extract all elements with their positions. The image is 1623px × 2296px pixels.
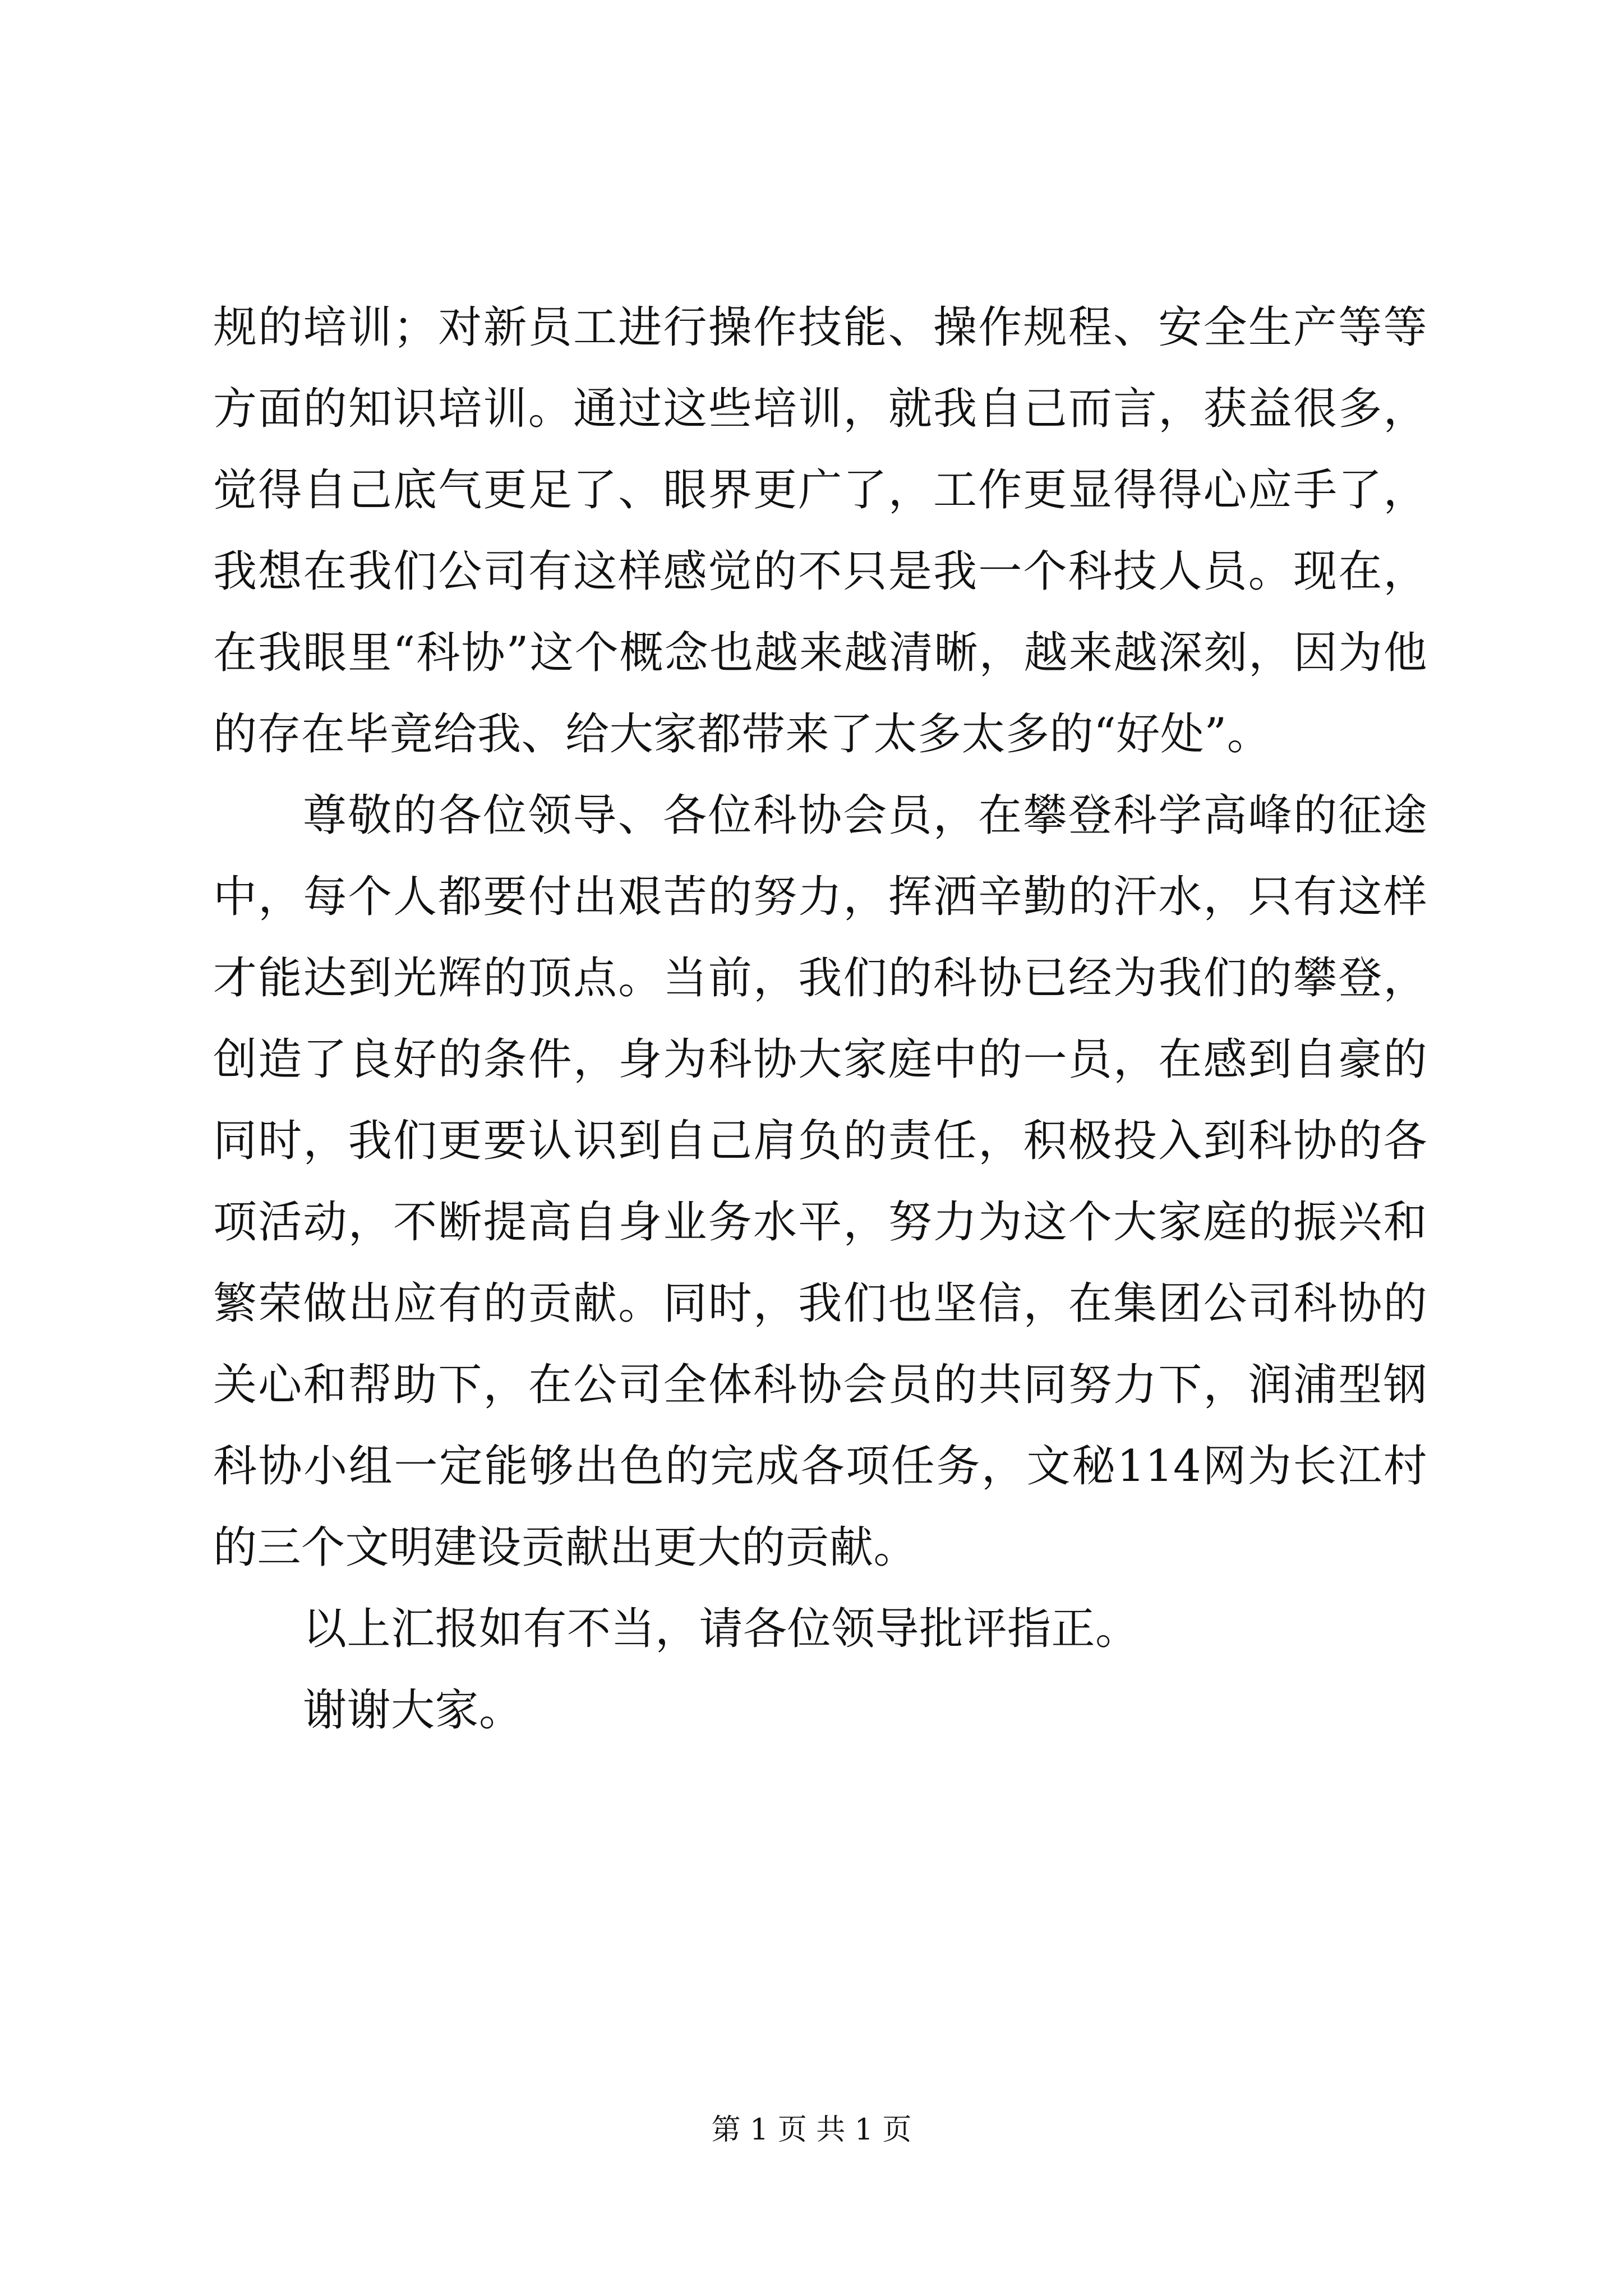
paragraph-request-correction: 以上汇报如有不当，请各位领导批评指正。 <box>303 1604 1140 1654</box>
paragraph-thanks: 谢谢大家。 <box>303 1685 523 1736</box>
paragraph-closing-remarks: 尊敬的各位领导、各位科协会员，在攀登科学高峰的征途中，每个人都要付出艰苦的努力，挥洒辛勤的汗水，只有这样才能达到光辉的顶点。当前，我们的科协已经为我们的攀登，创造了良好的条件，身为科协大家庭中的一员，在感到自豪的同时，我们更要认识到自己肩负的责任，积极投入到科协的各项活动，不断提高自身业务水平，努力为这个大家庭的振兴和繁荣做出应有的贡献。同时，我们也坚信，在集团公司科协的关心和帮助下，在公司全体科协会员的共同努力下，润浦型钢科协小组一定能够出色的完成各项任务，文秘114网为长江村的三个文明建设贡献出更大的贡献。 <box>213 790 1427 1573</box>
document-body <box>213 287 1427 1751</box>
paragraph-continuation: 规的培训；对新员工进行操作技能、操作规程、安全生产等等方面的知识培训。通过这些培训，就我自己而言，获益很多，觉得自己底气更足了、眼界更广了，工作更显得得心应手了，我想在我们公司有这样感觉的不只是我一个科技人员。现在，在我眼里“科协”这个概念也越来越清晰，越来越深刻，因为他的存在毕竟给我、给大家都带来了太多太多的“好处”。 <box>213 302 1427 760</box>
page-footer: 第 1 页 共 1 页 <box>711 2113 912 2147</box>
